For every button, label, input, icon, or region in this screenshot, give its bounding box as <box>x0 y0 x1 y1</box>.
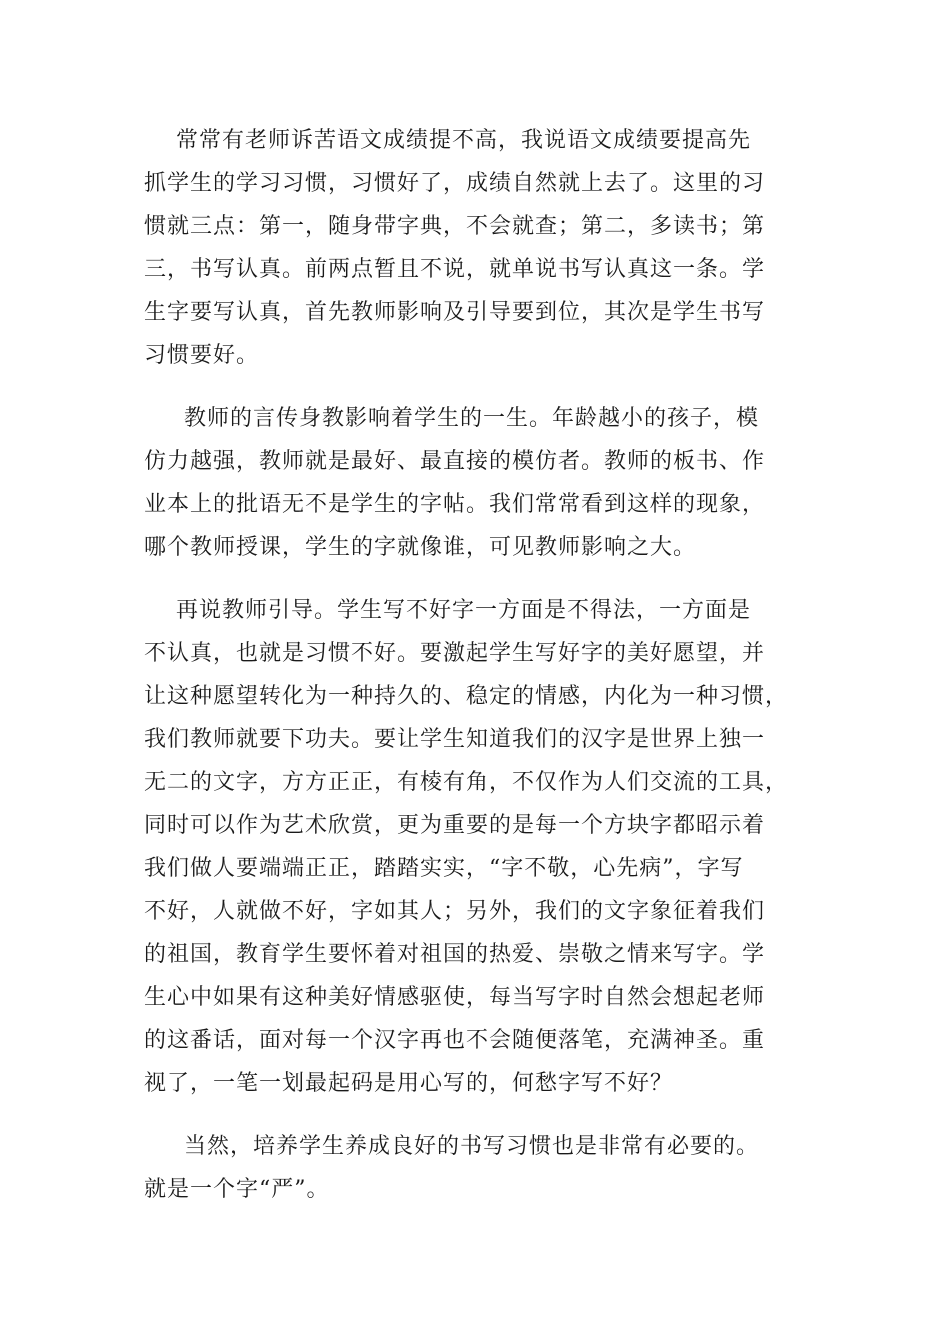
text-line: 生字要写认真，首先教师影响及引导要到位，其次是学生书写 <box>144 300 766 325</box>
text-line: 的这番话，面对每一个汉字再也不会随便落笔，充满神圣。重 <box>144 1028 766 1053</box>
document-body <box>144 119 806 1211</box>
text-line: 教师的言传身教影响着学生的一生。年龄越小的孩子，模 <box>144 406 759 431</box>
text-line: 抓学生的学习习惯，习惯好了，成绩自然就上去了。这里的习 <box>144 171 766 196</box>
text-line: 不认真，也就是习惯不好。要激起学生写好字的美好愿望，并 <box>144 641 766 666</box>
paragraph-2 <box>144 397 806 569</box>
text-line: 仿力越强，教师就是最好、最直接的模仿者。教师的板书、作 <box>144 449 766 474</box>
text-line: 就是一个字“严”。 <box>144 1177 330 1202</box>
paragraph-1 <box>144 119 806 377</box>
text-line: 业本上的批语无不是学生的字帖。我们常常看到这样的现象， <box>144 492 766 517</box>
text-line: 当然，培养学生养成良好的书写习惯也是非常有必要的。 <box>144 1134 759 1159</box>
paragraph-3 <box>144 589 806 1105</box>
text-line: 再说教师引导。学生写不好字一方面是不得法，一方面是 <box>144 598 751 623</box>
text-line: 的祖国，教育学生要怀着对祖国的热爱、崇敬之情来写字。学 <box>144 942 766 967</box>
text-line: 三，书写认真。前两点暂且不说，就单说书写认真这一条。学 <box>144 257 766 282</box>
paragraph-4 <box>144 1125 806 1211</box>
text-line: 习惯要好。 <box>144 343 260 368</box>
text-line: 视了，一笔一划最起码是用心写的，何愁字写不好？ <box>144 1071 674 1096</box>
text-line: 让这种愿望转化为一种持久的、稳定的情感，内化为一种习惯， <box>144 684 789 709</box>
text-line: 无二的文字，方方正正，有棱有角，不仅作为人们交流的工具， <box>144 770 789 795</box>
text-line: 我们教师就要下功夫。要让学生知道我们的汉字是世界上独一 <box>144 727 766 752</box>
text-line: 惯就三点：第一，随身带字典，不会就查；第二，多读书；第 <box>144 214 766 239</box>
text-line: 同时可以作为艺术欣赏，更为重要的是每一个方块字都昭示着 <box>144 813 766 838</box>
text-line: 生心中如果有这种美好情感驱使，每当写字时自然会想起老师 <box>144 985 766 1010</box>
text-line: 我们做人要端端正正，踏踏实实，“字不敬，心先病”，字写 <box>144 856 744 881</box>
text-line: 常常有老师诉苦语文成绩提不高，我说语文成绩要提高先 <box>144 128 751 153</box>
text-line: 不好，人就做不好，字如其人；另外，我们的文字象征着我们 <box>144 899 766 924</box>
text-line: 哪个教师授课，学生的字就像谁，可见教师影响之大。 <box>144 535 697 560</box>
